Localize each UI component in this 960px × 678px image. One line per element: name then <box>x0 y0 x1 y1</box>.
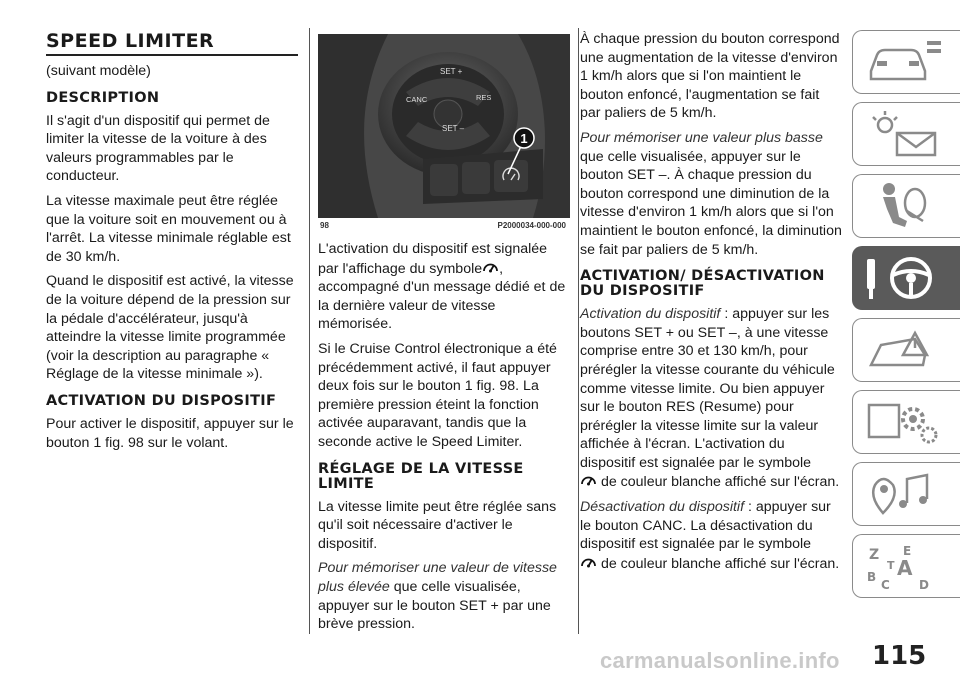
italic-lead: Pour mémoriser une valeur plus basse <box>580 129 823 146</box>
column-divider <box>578 28 579 634</box>
page-number: 115 <box>872 641 927 671</box>
warning-lights-icon <box>863 109 943 159</box>
text: de couleur blanche affiché sur l'écran. <box>600 555 840 572</box>
paragraph <box>318 559 570 633</box>
heading-reglage: RÉGLAGE DE LA VITESSE LIMITE <box>318 460 524 492</box>
column-1 <box>46 30 298 458</box>
paragraph: À chaque pression du bouton correspond une augmentation de la vitesse d'environ 1 km/h alors que si l'on maintient le bouton enfoncé, l'augmentation se fait par paliers de 5 km/h. <box>580 31 840 122</box>
steering-wheel-key-icon <box>863 253 943 303</box>
heading-activation: ACTIVATION DU DISPOSITIF <box>46 392 277 409</box>
tab-car-overview[interactable] <box>852 30 960 94</box>
tab-maintenance[interactable] <box>852 390 960 454</box>
paragraph <box>580 498 842 573</box>
tab-emergency[interactable] <box>852 318 960 382</box>
paragraph: La vitesse maximale peut être réglée que la voiture soit en mouvement ou à l'arrêt. La vitesse minimale réglable est de 30 km/h. <box>46 192 291 265</box>
italic-lead: Pour mémoriser une valeur de vitesse plus élevée <box>318 560 557 595</box>
heading-description: DESCRIPTION <box>46 89 160 106</box>
watermark: carmanualsonline.info <box>600 648 840 673</box>
column-2 <box>318 34 570 640</box>
paragraph <box>580 129 842 259</box>
figure-number: 98 <box>320 221 329 230</box>
canc-label: CANC <box>406 95 428 104</box>
safety-airbag-icon <box>863 181 943 231</box>
text: que celle visualisée, appuyer sur le bouton SET –. À chaque pression du bouton correspond une diminution de la vitesse d'environ 1 km/h alors que si l'on maintient le bouton enfoncé, la diminution se fait par paliers de 5 km/h. <box>580 148 842 258</box>
speed-limiter-icon <box>482 259 499 274</box>
index-letter: T <box>887 559 895 572</box>
italic-lead: Désactivation du dispositif <box>580 499 745 516</box>
paragraph: Pour activer le dispositif, appuyer sur le bouton 1 fig. 98 sur le volant. <box>46 415 294 451</box>
emergency-icon <box>863 325 943 375</box>
model-note: (suivant modèle) <box>46 63 151 79</box>
text: de couleur blanche affiché sur l'écran. <box>600 474 840 491</box>
speed-limiter-icon <box>580 554 597 569</box>
index-icon <box>863 541 943 591</box>
paragraph <box>318 240 570 334</box>
set-plus-label: SET + <box>440 67 463 76</box>
text: , accompagné d'un message dédié et de la dernière valeur de vitesse mémorisée. <box>318 260 566 333</box>
index-letter: B <box>867 570 877 584</box>
index-letter: Z <box>869 547 880 563</box>
figure-steering-wheel-controls <box>318 34 570 234</box>
italic-lead: Activation du dispositif <box>580 306 721 323</box>
tab-index[interactable] <box>852 534 960 598</box>
index-letter: E <box>903 544 912 558</box>
figure-caption <box>318 218 570 234</box>
tab-starting-driving[interactable] <box>852 246 960 310</box>
section-title: SPEED LIMITER <box>46 30 298 56</box>
speed-limiter-icon <box>580 472 597 487</box>
tab-warning-lights[interactable] <box>852 102 960 166</box>
column-3 <box>580 30 842 579</box>
paragraph: Si le Cruise Control électronique a été précédemment activé, il faut appuyer deux fois sur le bouton 1 fig. 98. La première pression éteint la fonction activée auparavant, tandis que la seconde active le Speed Limiter. <box>318 340 557 450</box>
maintenance-icon <box>863 397 943 447</box>
text: que celle visualisée, appuyer sur le bouton SET + par une brève pression. <box>318 578 551 633</box>
paragraph <box>580 305 842 492</box>
paragraph: La vitesse limite peut être réglée sans qu'il soit nécessaire d'activer le dispositif. <box>318 498 557 552</box>
paragraph: Quand le dispositif est activé, la vitesse de la voiture dépend de la pression sur la pédale d'accélérateur, jusqu'à atteindre la vitesse limite programmée (voir la description au paragraphe « Réglage de la vitesse minimale »). <box>46 273 294 383</box>
heading-activation-desactivation: ACTIVATION/ DÉSACTIVATION DU DISPOSITIF <box>580 268 825 300</box>
index-letter: A <box>897 556 913 580</box>
figure-code: P2000034-000-000 <box>497 221 566 230</box>
car-overview-icon <box>863 37 943 87</box>
paragraph: Il s'agit d'un dispositif qui permet de limiter la vitesse de la voiture à des valeurs programmables par le conducteur. <box>46 112 270 185</box>
text: : appuyer sur les boutons SET + ou SET –, à une vitesse comprise entre 30 et 130 km/h, pour prérégler la vitesse courante du véhicule comme vitesse limite. Ou bien appuyer sur le bouton RES (Resume) pour prérégler la vitesse limite sur la valeur affichée à l'écran. L'activation du dispositif est signalée par le symbole <box>580 306 835 471</box>
index-letter: C <box>881 578 890 591</box>
set-minus-label: SET – <box>442 124 465 133</box>
chapter-tabs <box>852 30 960 620</box>
callout-number: 1 <box>520 131 528 146</box>
text: : appuyer sur le bouton CANC. La désactivation du dispositif est signalée par le symbole <box>580 499 831 553</box>
steering-wheel-photo <box>318 34 570 218</box>
tab-multimedia[interactable] <box>852 462 960 526</box>
column-divider <box>309 28 310 634</box>
multimedia-icon <box>863 469 943 519</box>
index-letter: D <box>919 578 929 591</box>
res-label: RES <box>476 93 492 102</box>
tab-safety[interactable] <box>852 174 960 238</box>
text: L'activation du dispositif est signalée par l'affichage du symbole <box>318 241 548 277</box>
